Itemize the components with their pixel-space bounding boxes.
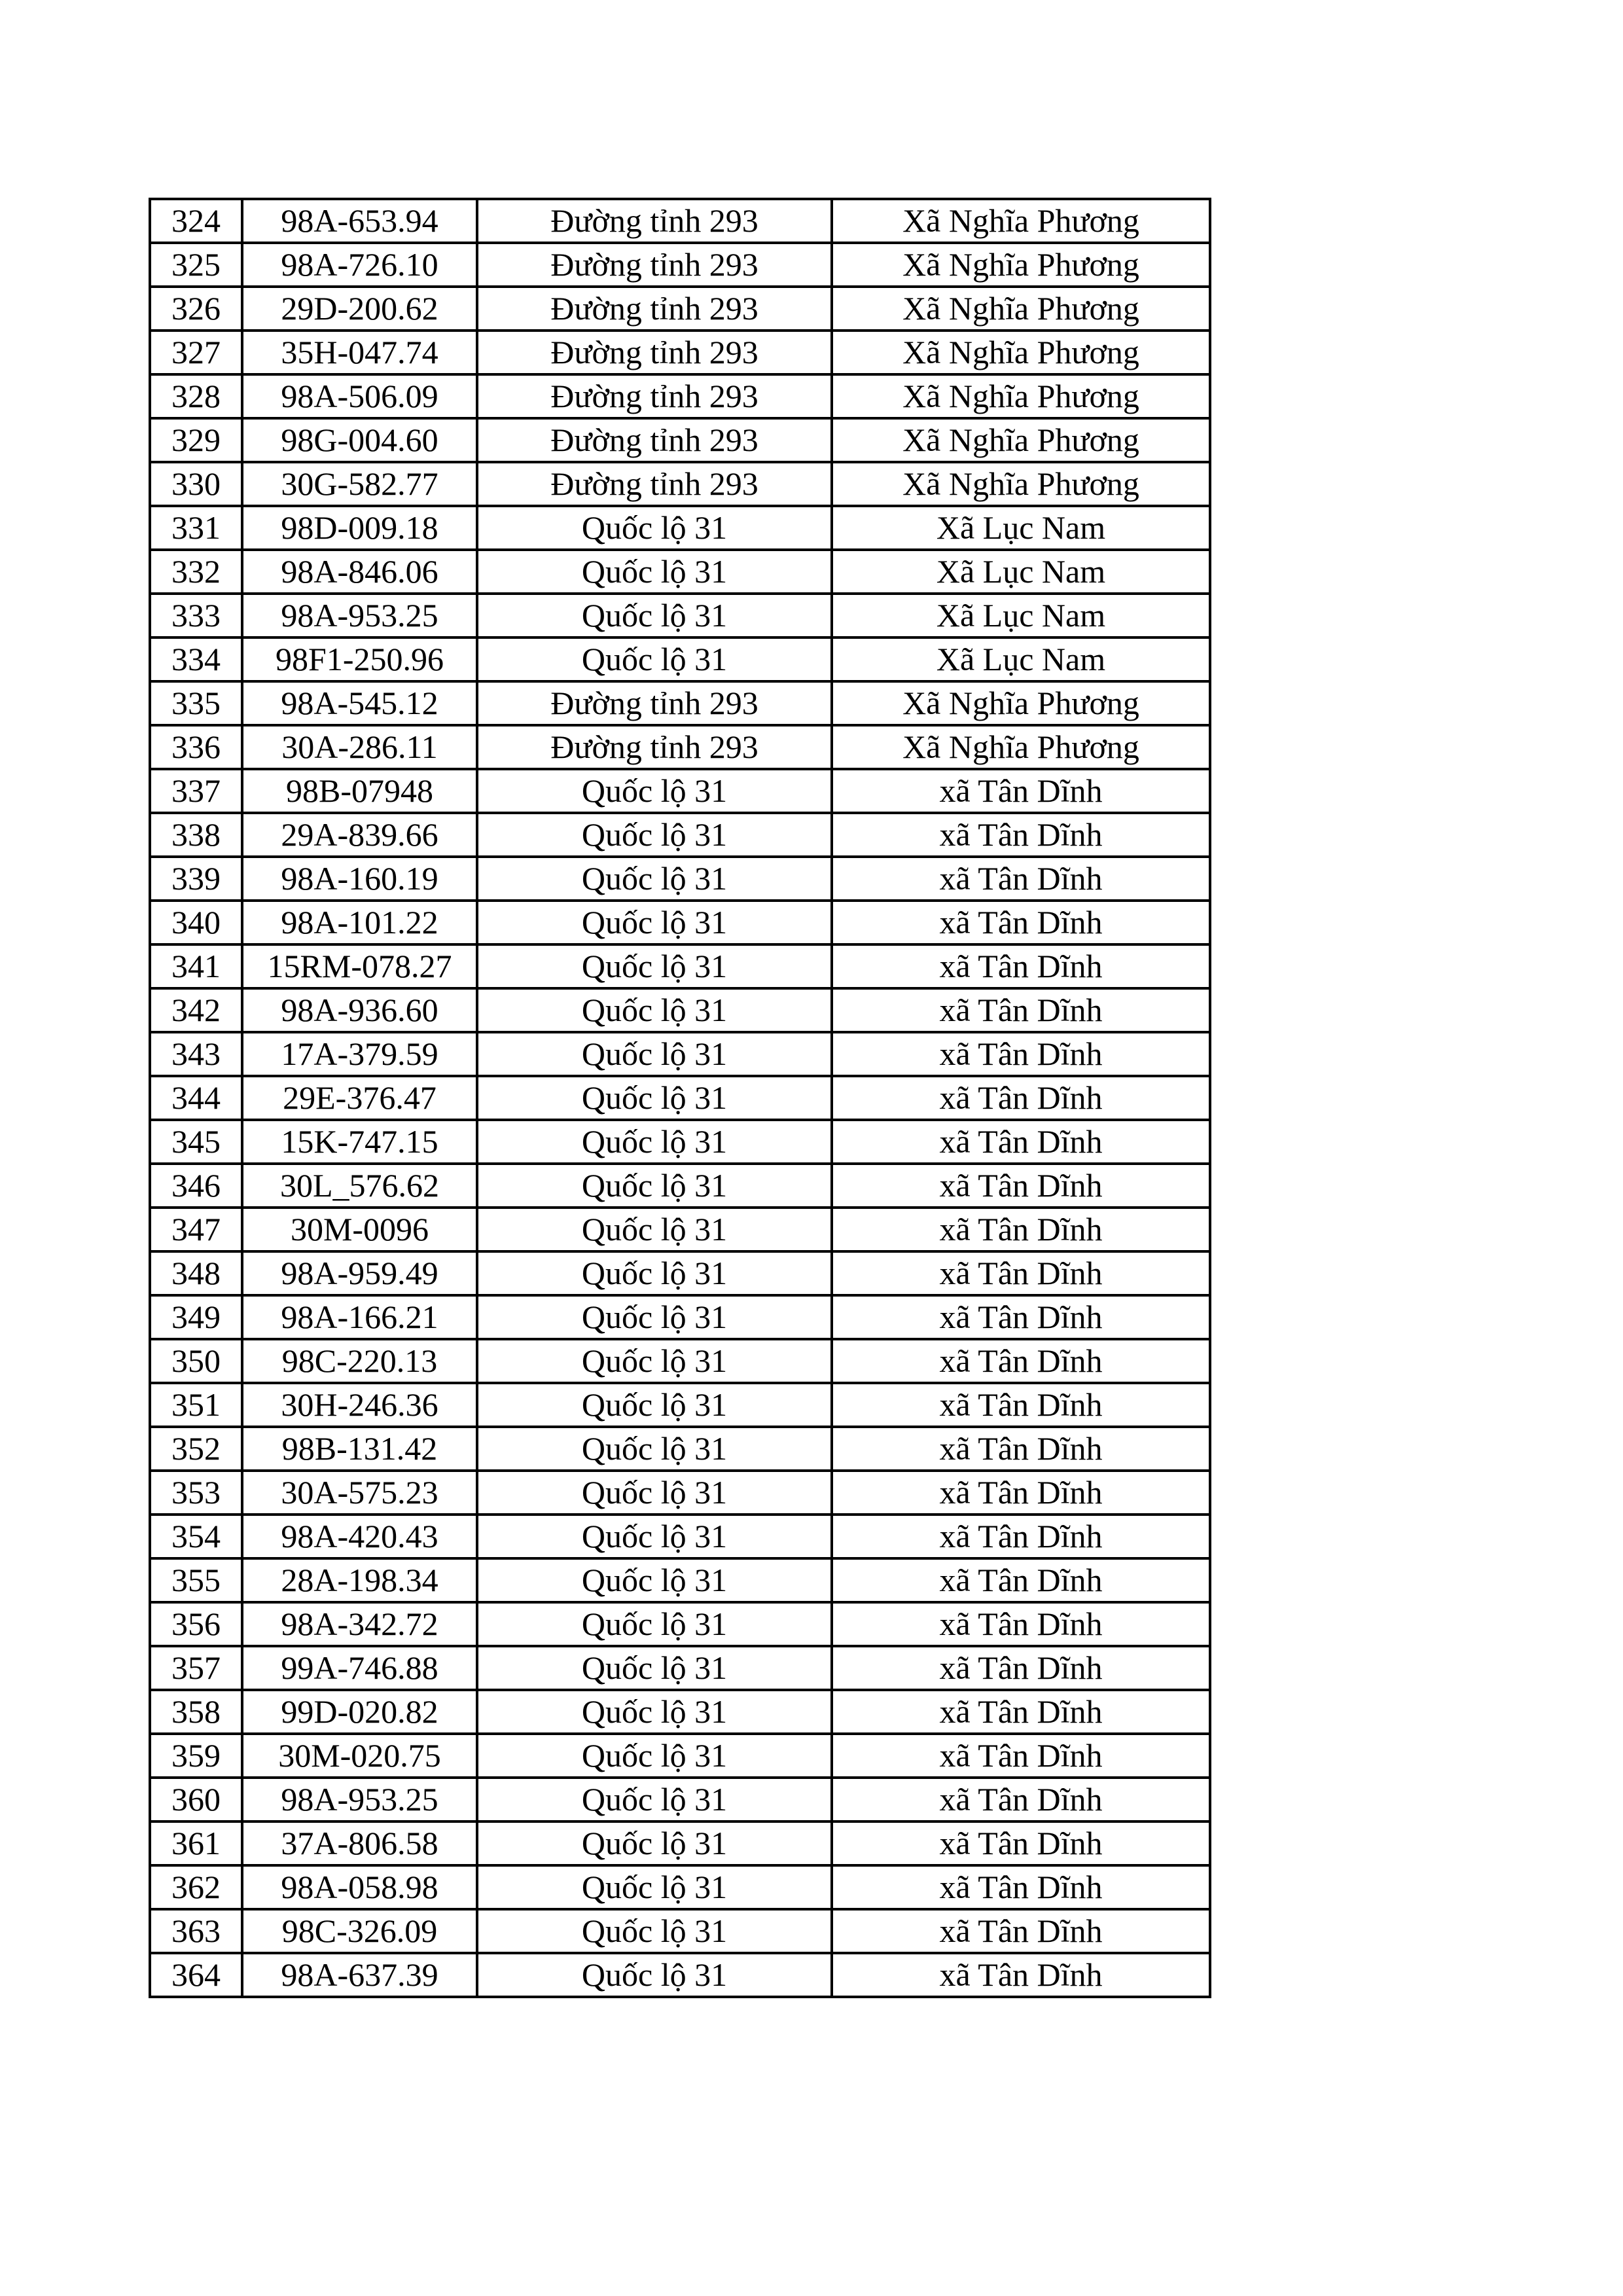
- commune-cell: xã Tân Dĩnh: [832, 1865, 1210, 1909]
- road-cell: Quốc lộ 31: [477, 594, 832, 637]
- row-number-cell: 332: [150, 550, 242, 594]
- commune-cell: xã Tân Dĩnh: [832, 1076, 1210, 1120]
- table-row: [150, 637, 1210, 681]
- license-plate-cell: 15RM-078.27: [242, 944, 477, 988]
- road-cell: Đường tỉnh 293: [477, 462, 832, 506]
- commune-cell: xã Tân Dĩnh: [832, 1646, 1210, 1690]
- row-number-cell: 336: [150, 725, 242, 769]
- table-row: [150, 418, 1210, 462]
- license-plate-cell: 30L_576.62: [242, 1164, 477, 1208]
- commune-cell: xã Tân Dĩnh: [832, 1032, 1210, 1076]
- row-number-cell: 357: [150, 1646, 242, 1690]
- road-cell: Quốc lộ 31: [477, 1251, 832, 1295]
- road-cell: Quốc lộ 31: [477, 1558, 832, 1602]
- license-plate-cell: 98D-009.18: [242, 506, 477, 550]
- license-plate-cell: 98A-166.21: [242, 1295, 477, 1339]
- row-number-cell: 333: [150, 594, 242, 637]
- row-number-cell: 339: [150, 857, 242, 901]
- commune-cell: xã Tân Dĩnh: [832, 1164, 1210, 1208]
- row-number-cell: 360: [150, 1778, 242, 1821]
- road-cell: Quốc lộ 31: [477, 1032, 832, 1076]
- commune-cell: xã Tân Dĩnh: [832, 1295, 1210, 1339]
- row-number-cell: 329: [150, 418, 242, 462]
- table-row: [150, 1515, 1210, 1558]
- commune-cell: xã Tân Dĩnh: [832, 1602, 1210, 1646]
- table-row: [150, 988, 1210, 1032]
- road-cell: Quốc lộ 31: [477, 769, 832, 813]
- road-cell: Quốc lộ 31: [477, 901, 832, 944]
- row-number-cell: 349: [150, 1295, 242, 1339]
- commune-cell: xã Tân Dĩnh: [832, 1515, 1210, 1558]
- row-number-cell: 342: [150, 988, 242, 1032]
- road-cell: Quốc lộ 31: [477, 1821, 832, 1865]
- table-row: [150, 199, 1210, 243]
- road-cell: Quốc lộ 31: [477, 637, 832, 681]
- row-number-cell: 353: [150, 1471, 242, 1515]
- road-cell: Đường tỉnh 293: [477, 725, 832, 769]
- row-number-cell: 343: [150, 1032, 242, 1076]
- license-plate-cell: 30G-582.77: [242, 462, 477, 506]
- row-number-cell: 345: [150, 1120, 242, 1164]
- road-cell: Quốc lộ 31: [477, 944, 832, 988]
- row-number-cell: 340: [150, 901, 242, 944]
- table-row: [150, 1383, 1210, 1427]
- license-plate-cell: 98A-846.06: [242, 550, 477, 594]
- row-number-cell: 362: [150, 1865, 242, 1909]
- violation-table: [149, 198, 1211, 1998]
- license-plate-cell: 98C-326.09: [242, 1909, 477, 1953]
- license-plate-cell: 98A-058.98: [242, 1865, 477, 1909]
- commune-cell: xã Tân Dĩnh: [832, 1778, 1210, 1821]
- table-row: [150, 813, 1210, 857]
- license-plate-cell: 98A-506.09: [242, 374, 477, 418]
- commune-cell: Xã Nghĩa Phương: [832, 418, 1210, 462]
- license-plate-cell: 29A-839.66: [242, 813, 477, 857]
- license-plate-cell: 99D-020.82: [242, 1690, 477, 1734]
- row-number-cell: 344: [150, 1076, 242, 1120]
- commune-cell: Xã Lục Nam: [832, 550, 1210, 594]
- license-plate-cell: 30A-575.23: [242, 1471, 477, 1515]
- road-cell: Quốc lộ 31: [477, 1734, 832, 1778]
- road-cell: Quốc lộ 31: [477, 1778, 832, 1821]
- row-number-cell: 364: [150, 1953, 242, 1997]
- license-plate-cell: 30H-246.36: [242, 1383, 477, 1427]
- commune-cell: Xã Nghĩa Phương: [832, 199, 1210, 243]
- license-plate-cell: 28A-198.34: [242, 1558, 477, 1602]
- table-row: [150, 1602, 1210, 1646]
- row-number-cell: 363: [150, 1909, 242, 1953]
- license-plate-cell: 98A-545.12: [242, 681, 477, 725]
- row-number-cell: 328: [150, 374, 242, 418]
- table-row: [150, 857, 1210, 901]
- commune-cell: xã Tân Dĩnh: [832, 769, 1210, 813]
- road-cell: Quốc lộ 31: [477, 1339, 832, 1383]
- commune-cell: xã Tân Dĩnh: [832, 1120, 1210, 1164]
- commune-cell: Xã Nghĩa Phương: [832, 725, 1210, 769]
- row-number-cell: 326: [150, 287, 242, 331]
- table-row: [150, 1865, 1210, 1909]
- table-row: [150, 725, 1210, 769]
- license-plate-cell: 30M-020.75: [242, 1734, 477, 1778]
- road-cell: Đường tỉnh 293: [477, 331, 832, 374]
- commune-cell: Xã Nghĩa Phương: [832, 462, 1210, 506]
- row-number-cell: 341: [150, 944, 242, 988]
- road-cell: Quốc lộ 31: [477, 1164, 832, 1208]
- road-cell: Quốc lộ 31: [477, 1515, 832, 1558]
- commune-cell: xã Tân Dĩnh: [832, 1339, 1210, 1383]
- table-row: [150, 1778, 1210, 1821]
- violation-table-body: [150, 199, 1210, 1997]
- road-cell: Quốc lộ 31: [477, 1646, 832, 1690]
- license-plate-cell: 98A-637.39: [242, 1953, 477, 1997]
- commune-cell: Xã Nghĩa Phương: [832, 243, 1210, 287]
- road-cell: Quốc lộ 31: [477, 1471, 832, 1515]
- license-plate-cell: 98A-420.43: [242, 1515, 477, 1558]
- row-number-cell: 331: [150, 506, 242, 550]
- commune-cell: xã Tân Dĩnh: [832, 1251, 1210, 1295]
- license-plate-cell: 98G-004.60: [242, 418, 477, 462]
- table-row: [150, 1690, 1210, 1734]
- road-cell: Quốc lộ 31: [477, 1909, 832, 1953]
- table-row: [150, 1646, 1210, 1690]
- row-number-cell: 338: [150, 813, 242, 857]
- road-cell: Đường tỉnh 293: [477, 681, 832, 725]
- table-row: [150, 506, 1210, 550]
- table-row: [150, 1427, 1210, 1471]
- row-number-cell: 361: [150, 1821, 242, 1865]
- license-plate-cell: 98A-160.19: [242, 857, 477, 901]
- license-plate-cell: 30A-286.11: [242, 725, 477, 769]
- road-cell: Quốc lộ 31: [477, 550, 832, 594]
- commune-cell: xã Tân Dĩnh: [832, 1821, 1210, 1865]
- commune-cell: xã Tân Dĩnh: [832, 1471, 1210, 1515]
- table-row: [150, 243, 1210, 287]
- table-row: [150, 769, 1210, 813]
- table-row: [150, 944, 1210, 988]
- table-row: [150, 462, 1210, 506]
- commune-cell: xã Tân Dĩnh: [832, 857, 1210, 901]
- license-plate-cell: 30M-0096: [242, 1208, 477, 1251]
- commune-cell: xã Tân Dĩnh: [832, 1953, 1210, 1997]
- table-row: [150, 1734, 1210, 1778]
- road-cell: Đường tỉnh 293: [477, 374, 832, 418]
- table-row: [150, 1909, 1210, 1953]
- license-plate-cell: 99A-746.88: [242, 1646, 477, 1690]
- commune-cell: xã Tân Dĩnh: [832, 1690, 1210, 1734]
- row-number-cell: 355: [150, 1558, 242, 1602]
- commune-cell: xã Tân Dĩnh: [832, 944, 1210, 988]
- commune-cell: Xã Nghĩa Phương: [832, 287, 1210, 331]
- license-plate-cell: 29E-376.47: [242, 1076, 477, 1120]
- table-row: [150, 681, 1210, 725]
- commune-cell: Xã Lục Nam: [832, 594, 1210, 637]
- license-plate-cell: 98B-07948: [242, 769, 477, 813]
- road-cell: Quốc lộ 31: [477, 1953, 832, 1997]
- road-cell: Đường tỉnh 293: [477, 418, 832, 462]
- commune-cell: Xã Nghĩa Phương: [832, 331, 1210, 374]
- license-plate-cell: 98A-953.25: [242, 594, 477, 637]
- table-row: [150, 1558, 1210, 1602]
- table-row: [150, 1076, 1210, 1120]
- table-row: [150, 374, 1210, 418]
- license-plate-cell: 98A-653.94: [242, 199, 477, 243]
- road-cell: Quốc lộ 31: [477, 1427, 832, 1471]
- table-row: [150, 1821, 1210, 1865]
- license-plate-cell: 29D-200.62: [242, 287, 477, 331]
- license-plate-cell: 15K-747.15: [242, 1120, 477, 1164]
- road-cell: Quốc lộ 31: [477, 506, 832, 550]
- row-number-cell: 358: [150, 1690, 242, 1734]
- table-row: [150, 1339, 1210, 1383]
- row-number-cell: 359: [150, 1734, 242, 1778]
- commune-cell: xã Tân Dĩnh: [832, 1909, 1210, 1953]
- row-number-cell: 346: [150, 1164, 242, 1208]
- row-number-cell: 334: [150, 637, 242, 681]
- commune-cell: Xã Lục Nam: [832, 637, 1210, 681]
- license-plate-cell: 98A-953.25: [242, 1778, 477, 1821]
- road-cell: Quốc lộ 31: [477, 1383, 832, 1427]
- table-row: [150, 1251, 1210, 1295]
- license-plate-cell: 98C-220.13: [242, 1339, 477, 1383]
- commune-cell: xã Tân Dĩnh: [832, 1208, 1210, 1251]
- license-plate-cell: 98A-101.22: [242, 901, 477, 944]
- row-number-cell: 350: [150, 1339, 242, 1383]
- license-plate-cell: 17A-379.59: [242, 1032, 477, 1076]
- license-plate-cell: 98B-131.42: [242, 1427, 477, 1471]
- license-plate-cell: 98F1-250.96: [242, 637, 477, 681]
- commune-cell: Xã Nghĩa Phương: [832, 681, 1210, 725]
- road-cell: Quốc lộ 31: [477, 1295, 832, 1339]
- table-row: [150, 1208, 1210, 1251]
- road-cell: Đường tỉnh 293: [477, 199, 832, 243]
- road-cell: Quốc lộ 31: [477, 1865, 832, 1909]
- license-plate-cell: 37A-806.58: [242, 1821, 477, 1865]
- road-cell: Quốc lộ 31: [477, 1208, 832, 1251]
- table-row: [150, 331, 1210, 374]
- license-plate-cell: 98A-959.49: [242, 1251, 477, 1295]
- commune-cell: Xã Nghĩa Phương: [832, 374, 1210, 418]
- commune-cell: xã Tân Dĩnh: [832, 1734, 1210, 1778]
- commune-cell: Xã Lục Nam: [832, 506, 1210, 550]
- row-number-cell: 348: [150, 1251, 242, 1295]
- table-row: [150, 550, 1210, 594]
- row-number-cell: 354: [150, 1515, 242, 1558]
- commune-cell: xã Tân Dĩnh: [832, 901, 1210, 944]
- license-plate-cell: 98A-726.10: [242, 243, 477, 287]
- table-row: [150, 1295, 1210, 1339]
- row-number-cell: 324: [150, 199, 242, 243]
- road-cell: Quốc lộ 31: [477, 1076, 832, 1120]
- row-number-cell: 325: [150, 243, 242, 287]
- row-number-cell: 327: [150, 331, 242, 374]
- commune-cell: xã Tân Dĩnh: [832, 1427, 1210, 1471]
- table-row: [150, 1164, 1210, 1208]
- road-cell: Quốc lộ 31: [477, 988, 832, 1032]
- row-number-cell: 347: [150, 1208, 242, 1251]
- table-row: [150, 901, 1210, 944]
- row-number-cell: 335: [150, 681, 242, 725]
- table-row: [150, 1953, 1210, 1997]
- table-row: [150, 1032, 1210, 1076]
- commune-cell: xã Tân Dĩnh: [832, 1383, 1210, 1427]
- row-number-cell: 352: [150, 1427, 242, 1471]
- road-cell: Quốc lộ 31: [477, 857, 832, 901]
- license-plate-cell: 98A-342.72: [242, 1602, 477, 1646]
- table-row: [150, 287, 1210, 331]
- commune-cell: xã Tân Dĩnh: [832, 813, 1210, 857]
- road-cell: Đường tỉnh 293: [477, 243, 832, 287]
- road-cell: Quốc lộ 31: [477, 813, 832, 857]
- table-row: [150, 594, 1210, 637]
- road-cell: Quốc lộ 31: [477, 1690, 832, 1734]
- license-plate-cell: 98A-936.60: [242, 988, 477, 1032]
- road-cell: Đường tỉnh 293: [477, 287, 832, 331]
- road-cell: Quốc lộ 31: [477, 1602, 832, 1646]
- license-plate-cell: 35H-047.74: [242, 331, 477, 374]
- road-cell: Quốc lộ 31: [477, 1120, 832, 1164]
- row-number-cell: 330: [150, 462, 242, 506]
- commune-cell: xã Tân Dĩnh: [832, 988, 1210, 1032]
- row-number-cell: 351: [150, 1383, 242, 1427]
- table-row: [150, 1471, 1210, 1515]
- commune-cell: xã Tân Dĩnh: [832, 1558, 1210, 1602]
- row-number-cell: 337: [150, 769, 242, 813]
- table-row: [150, 1120, 1210, 1164]
- row-number-cell: 356: [150, 1602, 242, 1646]
